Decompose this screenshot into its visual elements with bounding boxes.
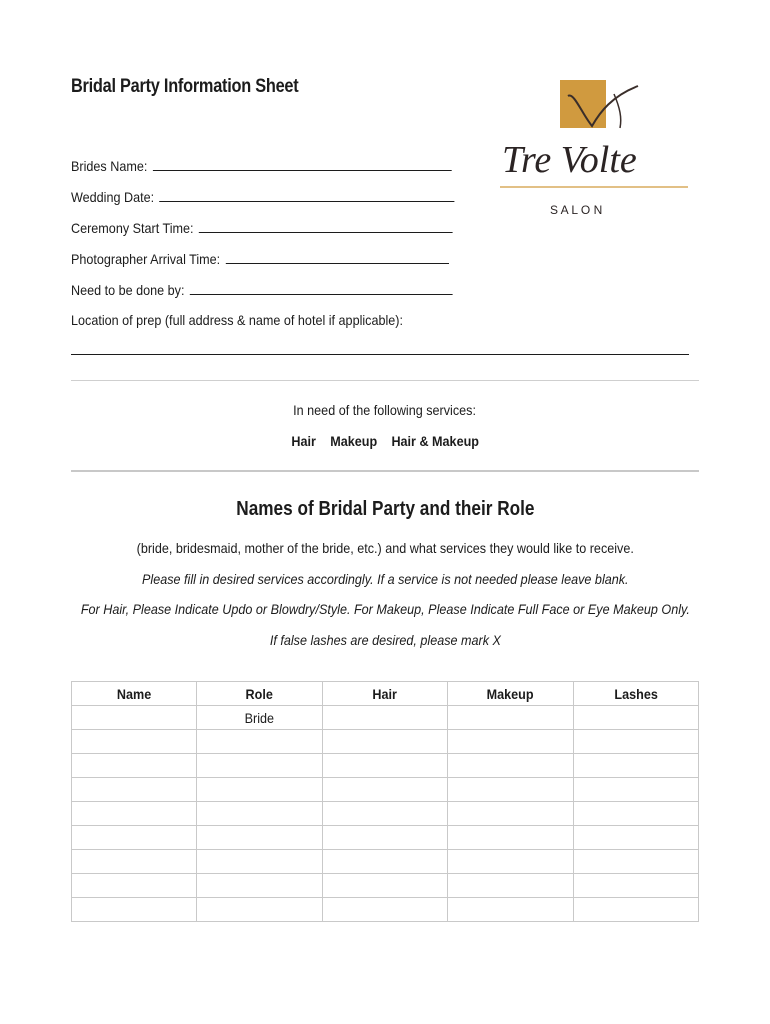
wedding-date-field[interactable]: Wedding Date: [71,189,455,205]
section-title: Names of Bridal Party and their Role [235,498,535,520]
table-row [72,706,699,730]
divider [71,470,699,472]
table-cell[interactable] [573,730,698,754]
instruction-1: (bride, bridesmaid, mother of the bride, etc.) and what services they would like to receive. [136,540,634,556]
table-row [72,730,699,754]
table-cell[interactable] [72,802,197,826]
services-options [0,433,770,449]
col-role: Role [197,682,322,706]
col-lashes: Lashes [573,682,698,706]
service-hair[interactable]: Hair [291,433,316,449]
prep-location-label: Location of prep (full address & name of hotel if applicable): [71,312,404,328]
table-cell[interactable] [197,754,322,778]
table-cell[interactable] [197,802,322,826]
table-header-row [72,682,699,706]
table-cell[interactable] [448,874,573,898]
table-cell[interactable] [322,778,447,802]
done-by-field[interactable]: Need to be done by: [71,282,453,298]
table-cell[interactable] [322,706,447,730]
table-cell[interactable] [322,874,447,898]
table-cell[interactable] [322,826,447,850]
table-row [72,826,699,850]
table-row [72,754,699,778]
service-makeup[interactable]: Makeup [330,433,377,449]
col-makeup: Makeup [448,682,573,706]
brides-name-line[interactable] [153,158,452,171]
table-cell[interactable] [197,730,322,754]
table-cell[interactable] [573,898,698,922]
table-cell[interactable] [322,802,447,826]
logo-subtitle: S A L O N [550,203,603,217]
table-cell[interactable] [448,826,573,850]
table-row [72,802,699,826]
table-cell[interactable] [197,826,322,850]
table-row [72,898,699,922]
table-cell[interactable] [573,778,698,802]
table-cell[interactable] [448,754,573,778]
table-cell[interactable] [197,874,322,898]
table-row [72,874,699,898]
table-row [72,850,699,874]
table-cell[interactable] [322,730,447,754]
ceremony-start-line[interactable] [199,220,453,233]
table-cell[interactable] [448,778,573,802]
table-cell[interactable] [72,730,197,754]
table-cell[interactable] [322,898,447,922]
service-hair-makeup[interactable]: Hair & Makeup [391,433,479,449]
table-row [72,778,699,802]
page-title: Bridal Party Information Sheet [71,76,299,97]
table-cell[interactable] [72,898,197,922]
prep-location-line[interactable] [71,354,689,355]
col-hair: Hair [322,682,447,706]
brides-name-field[interactable]: Brides Name: [71,158,452,174]
ceremony-start-field[interactable]: Ceremony Start Time: [71,220,453,236]
col-name: Name [72,682,197,706]
bridal-party-table [71,681,699,922]
table-cell[interactable] [197,850,322,874]
tre-volte-logo [496,74,696,224]
photographer-arrival-field[interactable]: Photographer Arrival Time: [71,251,449,267]
table-cell[interactable] [322,850,447,874]
table-cell[interactable] [197,898,322,922]
logo-brand: Tre Volte [502,139,637,181]
table-cell[interactable] [573,754,698,778]
table-cell[interactable] [448,730,573,754]
table-cell[interactable] [197,778,322,802]
table-cell[interactable] [448,850,573,874]
photographer-arrival-line[interactable] [226,251,449,264]
instruction-2: Please fill in desired services accordingly. If a service is not needed please leave blank. [141,571,629,587]
table-cell[interactable]: Bride [197,706,322,730]
table-cell[interactable] [72,874,197,898]
table-cell[interactable] [573,706,698,730]
table-cell[interactable] [72,778,197,802]
services-intro: In need of the following services: [293,402,477,418]
divider [71,380,699,381]
table-cell[interactable] [322,754,447,778]
instruction-4: If false lashes are desired, please mark X [269,632,501,648]
table-cell[interactable] [448,802,573,826]
table-cell[interactable] [573,874,698,898]
table-cell[interactable] [573,826,698,850]
table-cell[interactable] [448,898,573,922]
table-cell[interactable] [72,850,197,874]
table-cell[interactable] [573,850,698,874]
done-by-line[interactable] [190,282,453,295]
table-cell[interactable] [448,706,573,730]
instruction-3: For Hair, Please Indicate Updo or Blowdry/Style. For Makeup, Please Indicate Full Face or Eye Makeup Only. [80,601,690,617]
table-cell[interactable] [72,826,197,850]
table-cell[interactable] [573,802,698,826]
table-cell[interactable] [72,706,197,730]
table-body [72,706,699,922]
logo-graphic [496,74,696,224]
logo-square [560,80,606,128]
table-cell[interactable] [72,754,197,778]
wedding-date-line[interactable] [160,189,455,202]
